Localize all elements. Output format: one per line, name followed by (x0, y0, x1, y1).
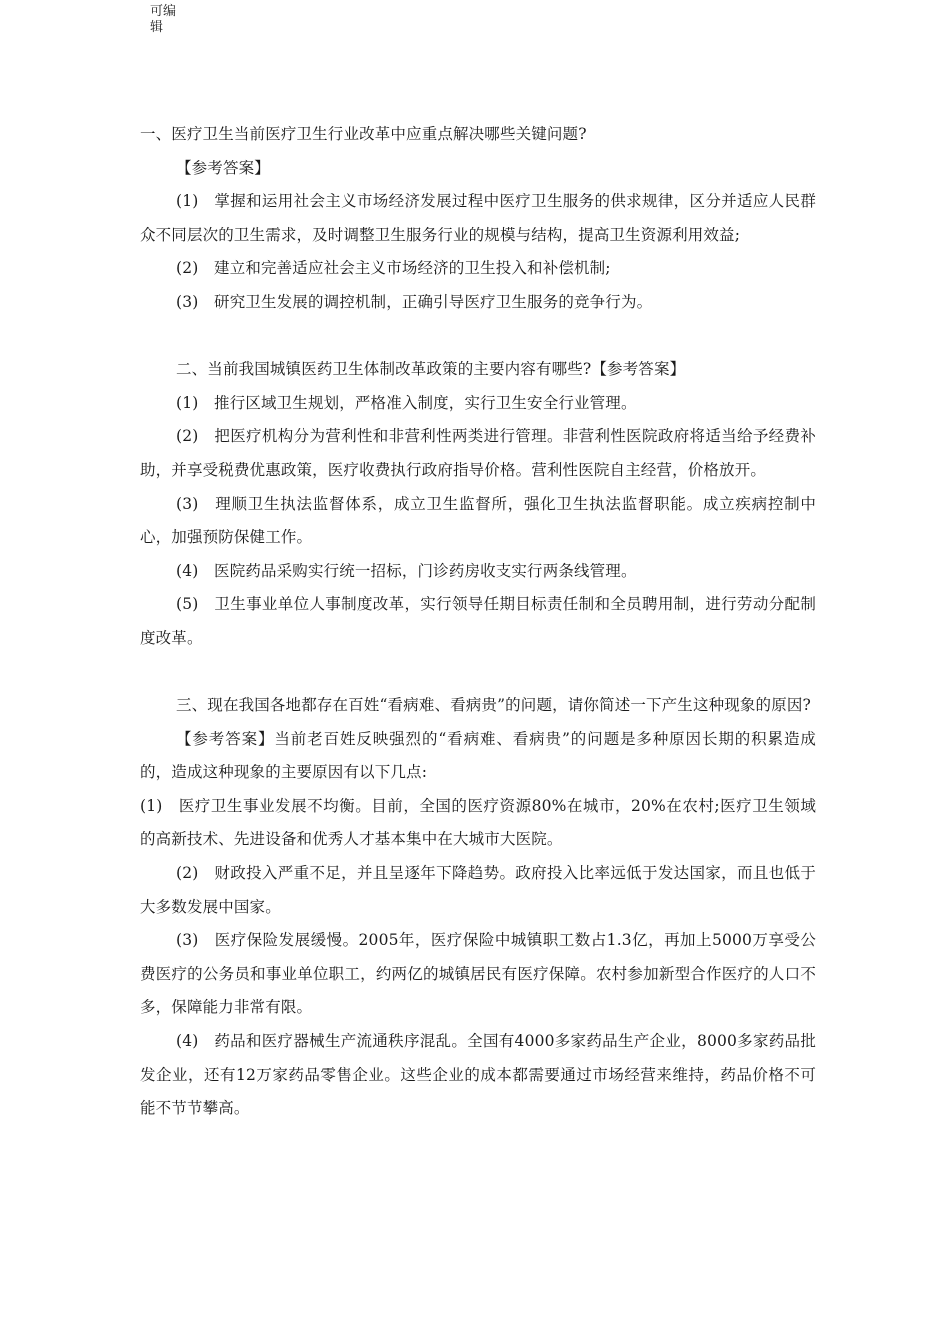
answer-item: (2) 把医疗机构分为营利性和非营利性两类进行管理。非营利性医院政府将适当给予经费补助，并享受税费优惠政策，医疗收费执行政府指导价格。营利性医院自主经营，价格放开。 (140, 427, 816, 479)
answer-item: (3) 研究卫生发展的调控机制，正确引导医疗卫生服务的竞争行为。 (176, 292, 653, 311)
answer-item: (2) 建立和完善适应社会主义市场经济的卫生投入和补偿机制; (176, 259, 611, 278)
answer-item: (5) 卫生事业单位人事制度改革，实行领导任期目标责任制和全员聘用制，进行劳动分配制度改革。 (140, 595, 816, 647)
answer-item: (1) 医疗卫生事业发展不均衡。目前，全国的医疗资源80%在城市，20%在农村;医疗卫生领域的高新技术、先进设备和优秀人才基本集中在大城市大医院。 (140, 796, 816, 849)
answer-item: (1) 推行区域卫生规划，严格准入制度，实行卫生安全行业管理。 (176, 393, 637, 412)
answer-item: (4) 药品和医疗器械生产流通秩序混乱。全国有4000多家药品生产企业，8000多家药品批发企业，还有12万家药品零售企业。这些企业的成本都需要通过市场经营来维持，药品价格不可能不节节攀高。 (140, 1032, 816, 1118)
section-spacer (140, 656, 816, 690)
answer-intro: 【参考答案】当前老百姓反映强烈的“看病难、看病贵”的问题是多种原因长期的积累造成的，造成这种现象的主要原因有以下几点: (140, 729, 816, 782)
question-3-heading: 三、现在我国各地都存在百姓“看病难、看病贵”的问题，请你简述一下产生这种现象的原因? (176, 696, 811, 715)
answer-item: (1) 掌握和运用社会主义市场经济发展过程中医疗卫生服务的供求规律，区分并适应人民群众不同层次的卫生需求，及时调整卫生服务行业的规模与结构，提高卫生资源利用效益; (140, 192, 816, 244)
section-spacer (140, 320, 816, 354)
answer-item: (2) 财政投入严重不足，并且呈逐年下降趋势。政府投入比率远低于发达国家，而且也低于大多数发展中国家。 (140, 864, 816, 916)
question-2-heading: 二、当前我国城镇医药卫生体制改革政策的主要内容有哪些?【参考答案】 (176, 360, 686, 379)
answer-item: (4) 医院药品采购实行统一招标，门诊药房收支实行两条线管理。 (176, 561, 637, 580)
question-1-heading: 一、医疗卫生当前医疗卫生行业改革中应重点解决哪些关键问题? (140, 125, 587, 143)
answer-item: (3) 理顺卫生执法监督体系，成立卫生监督所，强化卫生执法监督职能。成立疾病控制中心，加强预防保健工作。 (140, 494, 816, 547)
editable-watermark: 可编辑 (150, 4, 177, 35)
answer-label: 【参考答案】 (176, 158, 270, 177)
document-body (140, 118, 816, 1126)
answer-item: (3) 医疗保险发展缓慢。2005年，医疗保险中城镇职工数占1.3亿，再加上5000万享受公费医疗的公务员和事业单位职工，约两亿的城镇居民有医疗保障。农村参加新型合作医疗的人口不多，保障能力非常有限。 (140, 931, 816, 1017)
